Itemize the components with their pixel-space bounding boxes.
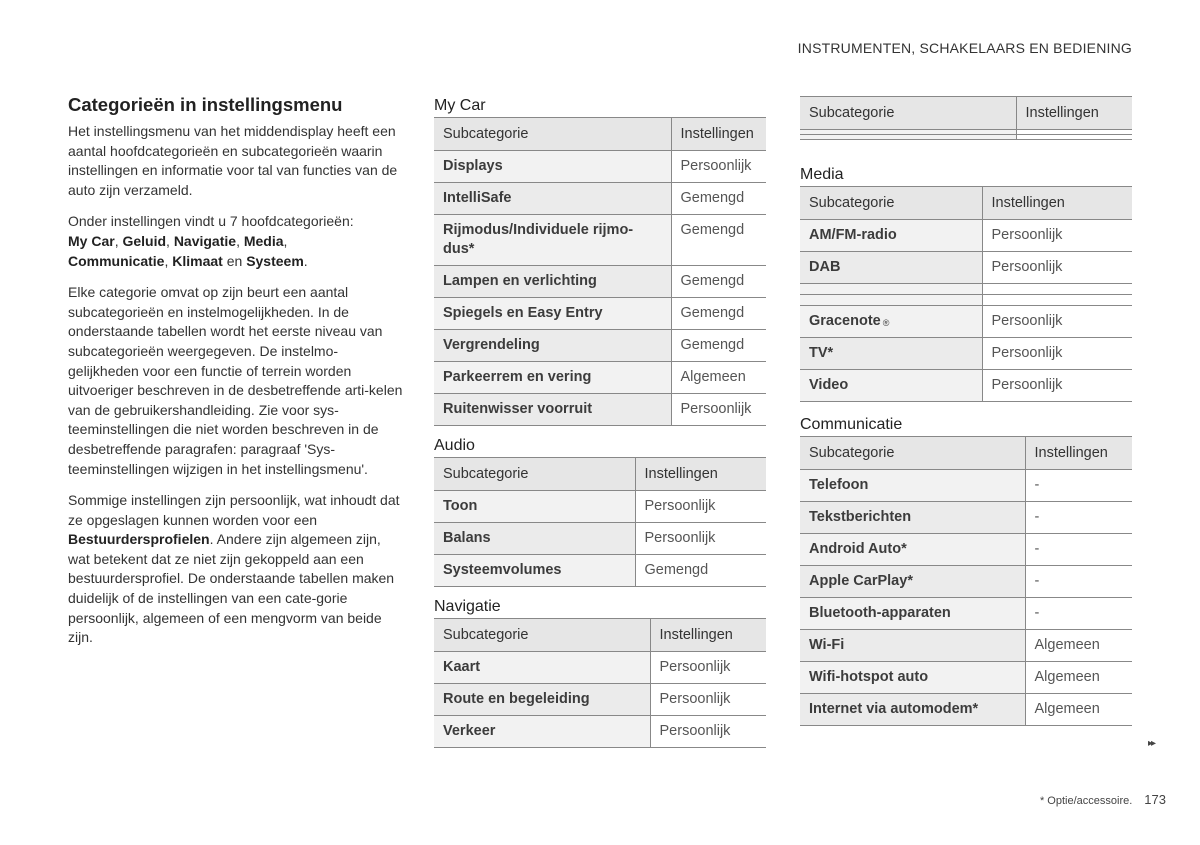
col-header-sub: Subcategorie — [434, 619, 650, 652]
audio-table-block — [434, 435, 766, 587]
setting-cell: Algemeen — [1025, 694, 1132, 726]
setting-cell: Persoonlijk — [650, 716, 766, 748]
col-header-sub: Subcategorie — [800, 187, 982, 220]
col-header-sub: Subcategorie — [434, 118, 671, 151]
subcategory-cell: Balans — [434, 523, 635, 555]
intro-column — [68, 94, 403, 660]
mycar-rows — [434, 151, 766, 426]
setting-cell: Persoonlijk — [635, 491, 766, 523]
col-header-sub: Subcategorie — [800, 437, 1025, 470]
subcategory-cell: Route en begeleiding — [434, 684, 650, 716]
category-media: Media — [243, 232, 284, 249]
subcategory-cell: Tekstberichten — [800, 502, 1025, 534]
col-header-sub: Subcategorie — [800, 97, 1016, 130]
setting-cell: Persoonlijk — [650, 652, 766, 684]
col-header-set: Instellingen — [635, 458, 766, 491]
setting-cell: Gemengd — [671, 298, 766, 330]
subcategory-cell: DAB — [800, 252, 982, 284]
setting-cell: Algemeen — [1025, 630, 1132, 662]
setting-cell: Persoonlijk — [982, 306, 1132, 338]
communicatie-table-block — [800, 414, 1132, 726]
setting-cell: - — [1025, 566, 1132, 598]
table-row — [800, 534, 1132, 566]
category-navigatie: Navigatie — [173, 232, 237, 249]
table-row — [800, 470, 1132, 502]
table-row — [800, 295, 1132, 306]
continued-table-block — [800, 96, 1132, 140]
empty-cell — [982, 295, 1132, 306]
section-title: Categorieën in instellingsmenu — [68, 94, 343, 115]
setting-cell: Gemengd — [671, 330, 766, 362]
navigatie-title: Navigatie — [434, 598, 501, 615]
setting-cell: Persoonlijk — [671, 151, 766, 183]
setting-cell: Gemengd — [671, 266, 766, 298]
table-row — [800, 694, 1132, 726]
table-row — [434, 266, 766, 298]
subcategory-cell: Ruitenwisser voorruit — [434, 394, 671, 426]
subcategory-cell: TV* — [800, 338, 982, 370]
audio-table — [434, 457, 766, 587]
setting-cell: Persoonlijk — [982, 370, 1132, 402]
table-row — [800, 338, 1132, 370]
page-footer — [1040, 792, 1166, 807]
driver-profiles-term: Bestuurdersprofielen — [68, 531, 210, 548]
subcategory-cell: Android Auto* — [800, 534, 1025, 566]
setting-cell: Persoonlijk — [982, 252, 1132, 284]
subcategory-cell: Rijmodus/Individuele rijmo-dus* — [434, 215, 671, 266]
table-row — [800, 306, 1132, 338]
subcategory-cell: Kaart — [434, 652, 650, 684]
communicatie-table — [800, 436, 1132, 726]
table-row — [434, 684, 766, 716]
mycar-table — [434, 117, 766, 426]
empty-cell — [800, 295, 982, 306]
setting-cell: Persoonlijk — [982, 338, 1132, 370]
setting-cell: Gemengd — [671, 215, 766, 266]
setting-cell: Algemeen — [1025, 662, 1132, 694]
subcategory-cell: Video — [800, 370, 982, 402]
categories-paragraph: Onder instellingen vindt u 7 hoofdcategorieën: My Car, Geluid, Navigatie, Media, Communicatie, Klimaat en Systeem. — [68, 213, 354, 269]
table-row — [800, 220, 1132, 252]
col-header-set: Instellingen — [982, 187, 1132, 220]
setting-cell: - — [1025, 534, 1132, 566]
subcategory-cell: Displays — [434, 151, 671, 183]
continued-table — [800, 96, 1132, 140]
setting-cell: - — [1025, 470, 1132, 502]
subcategory-cell: Telefoon — [800, 470, 1025, 502]
table-row — [800, 598, 1132, 630]
col-header-set: Instellingen — [1016, 97, 1132, 130]
table-row — [434, 362, 766, 394]
empty-cell — [1016, 135, 1132, 140]
category-systeem: Systeem — [246, 252, 304, 269]
empty-cell — [800, 284, 982, 295]
table-row — [434, 394, 766, 426]
subcategory-cell: Internet via automodem* — [800, 694, 1025, 726]
subcategory-cell: Gracenote ® — [800, 306, 982, 338]
setting-cell: Persoonlijk — [635, 523, 766, 555]
col-header-sub: Subcategorie — [434, 458, 635, 491]
setting-cell: - — [1025, 598, 1132, 630]
table-row — [434, 330, 766, 362]
category-klimaat: Klimaat — [172, 252, 223, 269]
setting-cell: Persoonlijk — [671, 394, 766, 426]
audio-title: Audio — [434, 437, 475, 454]
table-row — [800, 284, 1132, 295]
table-row — [434, 523, 766, 555]
table-row — [434, 298, 766, 330]
category-mycar: My Car — [68, 232, 115, 249]
navigatie-rows — [434, 652, 766, 748]
setting-cell: Gemengd — [635, 555, 766, 587]
subcategory-cell: Parkeerrem en vering — [434, 362, 671, 394]
navigatie-table-block — [434, 596, 766, 748]
setting-cell: Gemengd — [671, 183, 766, 215]
empty-cell — [982, 284, 1132, 295]
table-row — [800, 252, 1132, 284]
subcategory-cell: Wifi-hotspot auto — [800, 662, 1025, 694]
subcategory-cell: IntelliSafe — [434, 183, 671, 215]
table-row — [800, 566, 1132, 598]
table-row — [434, 151, 766, 183]
communicatie-rows — [800, 470, 1132, 726]
page-number: 173 — [1144, 792, 1166, 807]
registered-mark: ® — [882, 318, 890, 328]
subcategory-cell: Bluetooth-apparaten — [800, 598, 1025, 630]
subcategory-cell: AM/FM-radio — [800, 220, 982, 252]
subcategory-cell: Verkeer — [434, 716, 650, 748]
explanation-paragraph: Elke categorie omvat op zijn beurt een aantal subcategorieën en instelmogelijkheden. In de onderstaande tabellen wordt het eerste niveau van subcategorieën weergegeven. De instelmo-gelijkheden voor een functie of terrein worden uitvoeriger beschreven in de desbetreffende arti-kelen van de gebruikershandleiding. Zie voor sys-teeminstellingen die niet worden beschreven in de desbetreffende paragrafen: paragraaf 'Sys-teeminstellingen wijzigen in het instellingsmenu'. — [68, 284, 403, 477]
audio-rows — [434, 491, 766, 587]
setting-cell: - — [1025, 502, 1132, 534]
category-communicatie: Communicatie — [68, 252, 165, 269]
subcategory-cell: Wi-Fi — [800, 630, 1025, 662]
col-header-set: Instellingen — [1025, 437, 1132, 470]
col-header-set: Instellingen — [650, 619, 766, 652]
table-row — [434, 491, 766, 523]
subcategory-cell: Apple CarPlay* — [800, 566, 1025, 598]
media-title: Media — [800, 166, 844, 183]
running-header: INSTRUMENTEN, SCHAKELAARS EN BEDIENING — [797, 40, 1132, 56]
table-row — [434, 716, 766, 748]
table-row — [434, 652, 766, 684]
table-row — [800, 630, 1132, 662]
subcategory-cell: Vergrendeling — [434, 330, 671, 362]
footnote: * Optie/accessoire. — [1039, 795, 1133, 807]
setting-cell: Persoonlijk — [982, 220, 1132, 252]
subcategory-cell: Toon — [434, 491, 635, 523]
setting-cell: Algemeen — [671, 362, 766, 394]
mycar-table-block — [434, 95, 766, 426]
table-row — [434, 555, 766, 587]
media-table-block — [800, 164, 1132, 402]
table-row — [434, 215, 766, 266]
empty-cell — [800, 135, 1016, 140]
subcategory-cell: Systeemvolumes — [434, 555, 635, 587]
category-geluid: Geluid — [122, 232, 167, 249]
setting-cell: Persoonlijk — [650, 684, 766, 716]
table-row — [800, 370, 1132, 402]
continue-arrows-icon: ▸▸ — [1148, 738, 1155, 749]
subcategory-cell: Lampen en verlichting — [434, 266, 671, 298]
mycar-title: My Car — [434, 97, 486, 114]
communicatie-title: Communicatie — [800, 416, 903, 433]
table-row — [800, 662, 1132, 694]
navigatie-table — [434, 618, 766, 748]
intro-paragraph: Het instellingsmenu van het middendisplay heeft een aantal hoofdcategorieën en subcategorieën waarin instellingen en informatie voor tal van functies van de auto zijn verzameld. — [68, 123, 398, 198]
table-row — [434, 183, 766, 215]
table-row — [800, 502, 1132, 534]
personal-paragraph: Sommige instellingen zijn persoonlijk, wat inhoudt dat ze opgeslagen kunnen worden voor een Bestuurdersprofielen. Andere zijn algemeen zijn, wat betekent dat ze niet zijn gekoppeld aan een bestuurdersprofiel. De onderstaande tabellen maken duidelijk of de instellingen van een cate-gorie persoonlijk, algemeen of een mengvorm van beide zijn. — [68, 492, 400, 646]
col-header-set: Instellingen — [671, 118, 766, 151]
subcategory-cell: Spiegels en Easy Entry — [434, 298, 671, 330]
media-table — [800, 186, 1132, 402]
